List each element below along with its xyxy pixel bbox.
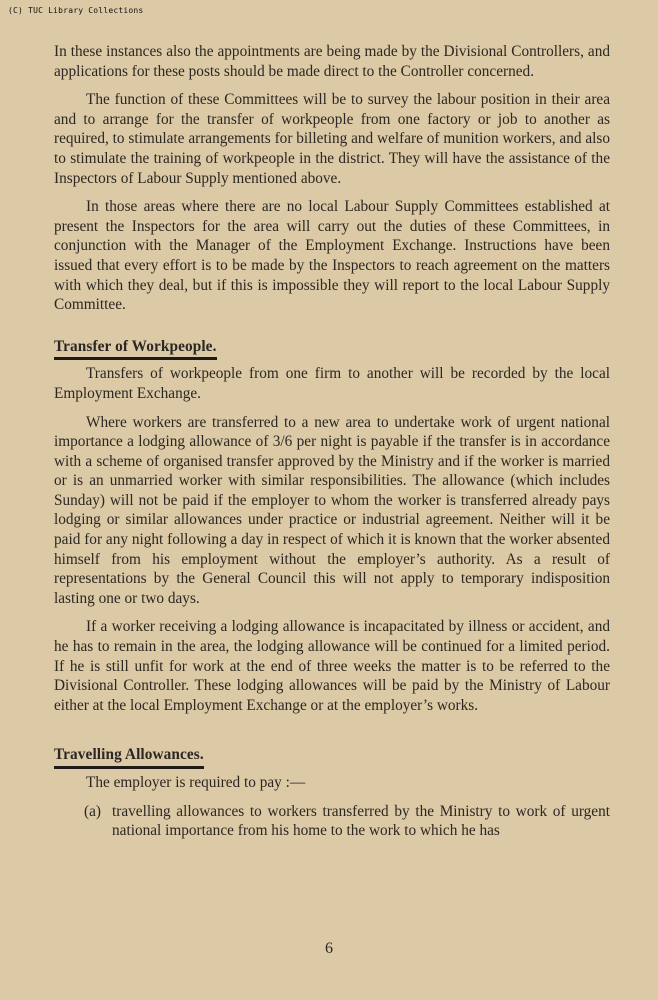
intro-paragraph-1: In these instances also the appointments are being made by the Divisional Controllers, and applications for these posts should be made direct to the Controller concerned. [54,43,610,80]
intro-paragraph-2: The function of these Committees will be to survey the labour position in their area and to arrange for the transfer of workpeople from one factory or job to another as required, to stimulate arrangements for billeting and welfare of munition workers, and also to stimulate the training of workpeople in the district. They will have the assistance of the Inspectors of Labour Supply mentioned above. [54,91,610,187]
list-marker-a: (a) [84,802,101,820]
intro-paragraph-3: In those areas where there are no local Labour Supply Committees established at present the Inspectors for the area will carry out the duties of these Committees, in conjunction with the Manager of the Employment Exchange. Instructions have been issued that every effort is to be made by the Inspectors to reach agreement on the matters with which they deal, but if this is impossible they will report to the local Labour Supply Committee. [54,198,610,314]
transfer-paragraph-2: Where workers are transferred to a new area to undertake work of urgent national importance a lodging allowance of 3/6 per night is payable if the transfer is in accordance with a scheme of organised transfer approved by the Ministry and if the worker is married or is an unmarried worker with similar responsibilities. The allowance (which includes Sunday) will not be paid if the employer to whom the worker is transferred already pays lodging or similar allowances under practice or industrial agreement. Neither will it be paid for any night following a day in respect of which it is known that the worker absented himself from his employment without the employer’s authority. As a result of representations by the General Council this will not apply to temporary indisposition lasting one or two days. [54,413,610,607]
travelling-heading: Travelling Allowances. [54,745,204,769]
list-text-a: travelling allowances to workers transferred by the Ministry to work of urgent national importance from his home to the work to which he has [112,802,610,840]
page-number: 6 [325,940,333,957]
transfer-paragraph-1: Transfers of workpeople from one firm to another will be recorded by the local Employment Exchange. [54,365,610,402]
transfer-heading: Transfer of Workpeople. [54,337,217,361]
copyright-watermark: (C) TUC Library Collections [8,6,144,15]
document-page [54,42,610,841]
list-item-a [54,802,610,841]
transfer-paragraph-3: If a worker receiving a lodging allowance is incapacitated by illness or accident, and he has to remain in the area, the lodging allowance will be continued for a limited period. If he is still unfit for work at the end of three weeks the matter is to be referred to the Divisional Controller. These lodging allowances will be paid by the Ministry of Labour either at the local Employment Exchange or at the employer’s works. [54,618,610,714]
travelling-intro: The employer is required to pay :— [86,774,306,791]
